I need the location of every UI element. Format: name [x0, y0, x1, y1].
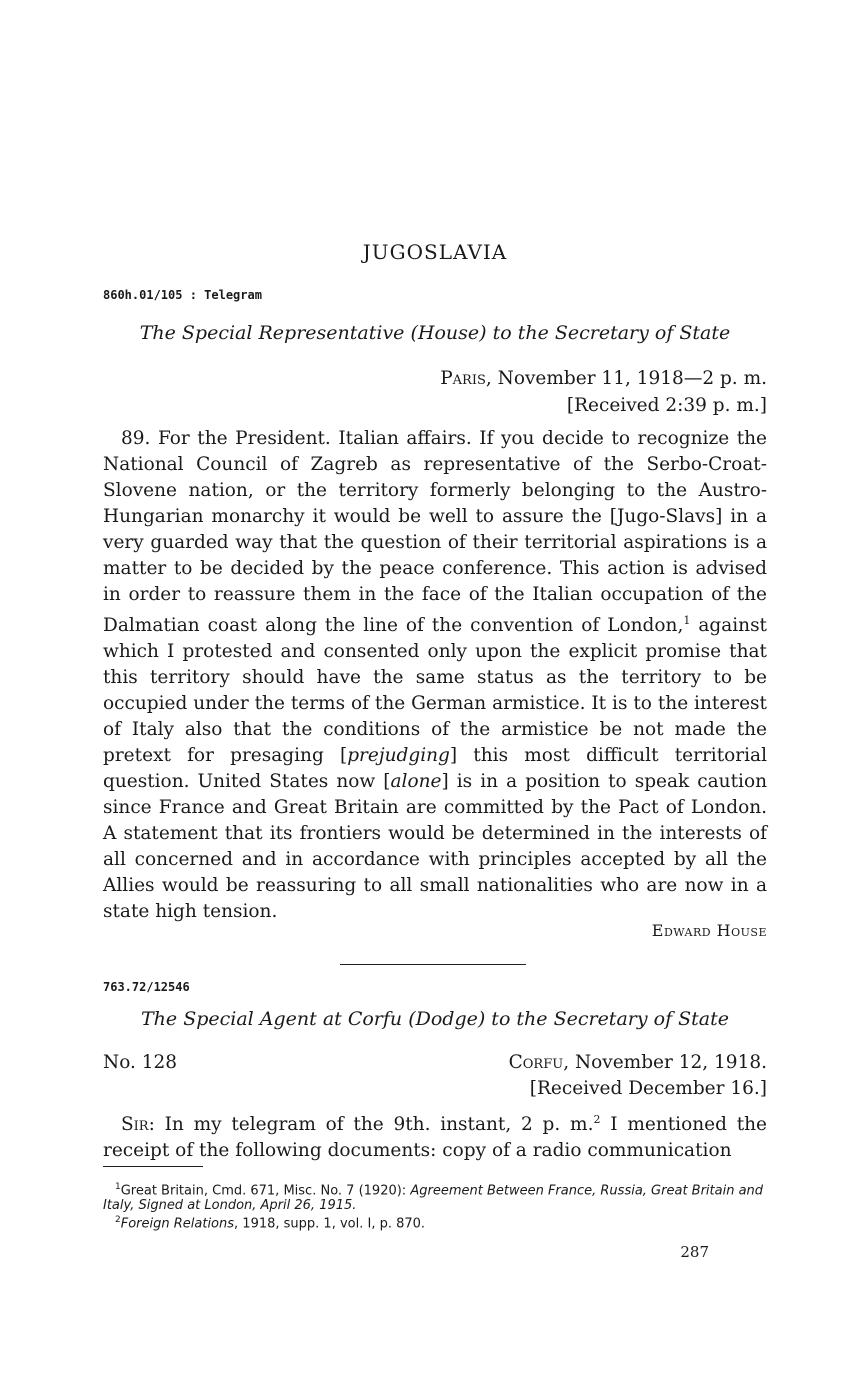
heading-text: The Special Agent at Corfu (	[141, 1008, 416, 1030]
heading-text: ) to the Secretary of State	[477, 1008, 729, 1030]
despatch-body	[103, 1107, 767, 1164]
dateline-date: , November 12, 1918.	[563, 1052, 767, 1073]
footnote-1	[103, 1180, 767, 1213]
footnote-title: Agreement Between France, Russia, Great Britain and Italy, Signed at London, April 26, 1915.	[103, 1183, 764, 1214]
footnote-ref: 1	[683, 614, 691, 627]
body-text: against which I protested and consented only upon the explicit promise that this territory should have the same status as the territory to be occupied under the terms of the German armistice. It is to the interest of Italy also that the conditions of the armistice be not made the pretext for presaging [	[103, 615, 767, 767]
footnote-mark: 1	[115, 1182, 121, 1192]
heading-sender: House	[417, 322, 480, 344]
footnotes	[103, 1180, 767, 1232]
footnote-ref: 2	[593, 1113, 601, 1126]
dateline	[509, 1052, 767, 1073]
footnote-text: Great Britain, Cmd. 671, Misc. No. 7 (1920):	[120, 1183, 411, 1199]
editorial-correction: prejudging	[347, 745, 450, 767]
footnote-mark: 2	[115, 1215, 121, 1226]
body-text: ] this most difficult territorial question. United States now [	[103, 745, 767, 793]
dateline-place: Paris	[440, 368, 486, 389]
body-text: I mentioned the receipt of the following documents: copy of a radio communication	[103, 1114, 767, 1162]
page-number: 287	[680, 1243, 709, 1261]
despatch-number: No. 128	[103, 1052, 178, 1073]
heading-text: The Special Representative (	[139, 322, 418, 344]
footnote-2	[103, 1213, 767, 1231]
document-heading	[103, 322, 767, 344]
received-line: [Received 2:39 p. m.]	[566, 395, 767, 416]
salutation: Sir	[121, 1114, 149, 1136]
body-text: : In my telegram of the 9th. instant, 2 p. m.	[148, 1114, 594, 1136]
received-line: [Received December 16.]	[529, 1078, 767, 1099]
body-text: ] is in a position to speak caution since France and Great Britain are committed by the Pact of London. A statement that its frontiers would be determined in the interests of all concerned and in accordance with principles accepted by all the Allies would be reassuring to all small nationalities who are now in a state high tension.	[103, 771, 767, 923]
document-page	[103, 0, 767, 1379]
file-reference: 860h.01/105 : Telegram	[103, 288, 262, 302]
file-reference: 763.72/12546	[103, 980, 190, 994]
body-text: 89. For the President. Italian affairs. If you decide to recognize the National Council of Zagreb as representative of the Serbo-Croat-Slovene nation, or the territory formerly belonging to the Austro-Hungarian monarchy it would be well to assure the [Jugo-Slavs] in a very guarded way that the question of their territorial aspirations is a matter to be decided by the peace conference. This action is advised in order to reassure them in the face of the Italian occupation of the Dalmatian coast along the line of the convention of London,	[103, 428, 767, 637]
heading-sender: Dodge	[415, 1008, 478, 1030]
editorial-correction: alone	[390, 771, 442, 793]
signature: Edward House	[651, 921, 767, 940]
section-title: JUGOSLAVIA	[362, 240, 508, 264]
dateline-place: Corfu	[508, 1052, 564, 1073]
section-divider	[340, 964, 526, 965]
footnote-text: , 1918, supp. 1, vol. I, p. 870.	[234, 1216, 426, 1232]
telegram-body	[103, 426, 767, 925]
footnote-title: Foreign Relations	[120, 1216, 235, 1232]
heading-text: ) to the Secretary of State	[479, 322, 731, 344]
dateline	[440, 368, 767, 389]
dateline-date: , November 11, 1918—2 p. m.	[485, 368, 767, 389]
footnote-divider	[103, 1166, 203, 1167]
document-heading	[103, 1008, 767, 1030]
